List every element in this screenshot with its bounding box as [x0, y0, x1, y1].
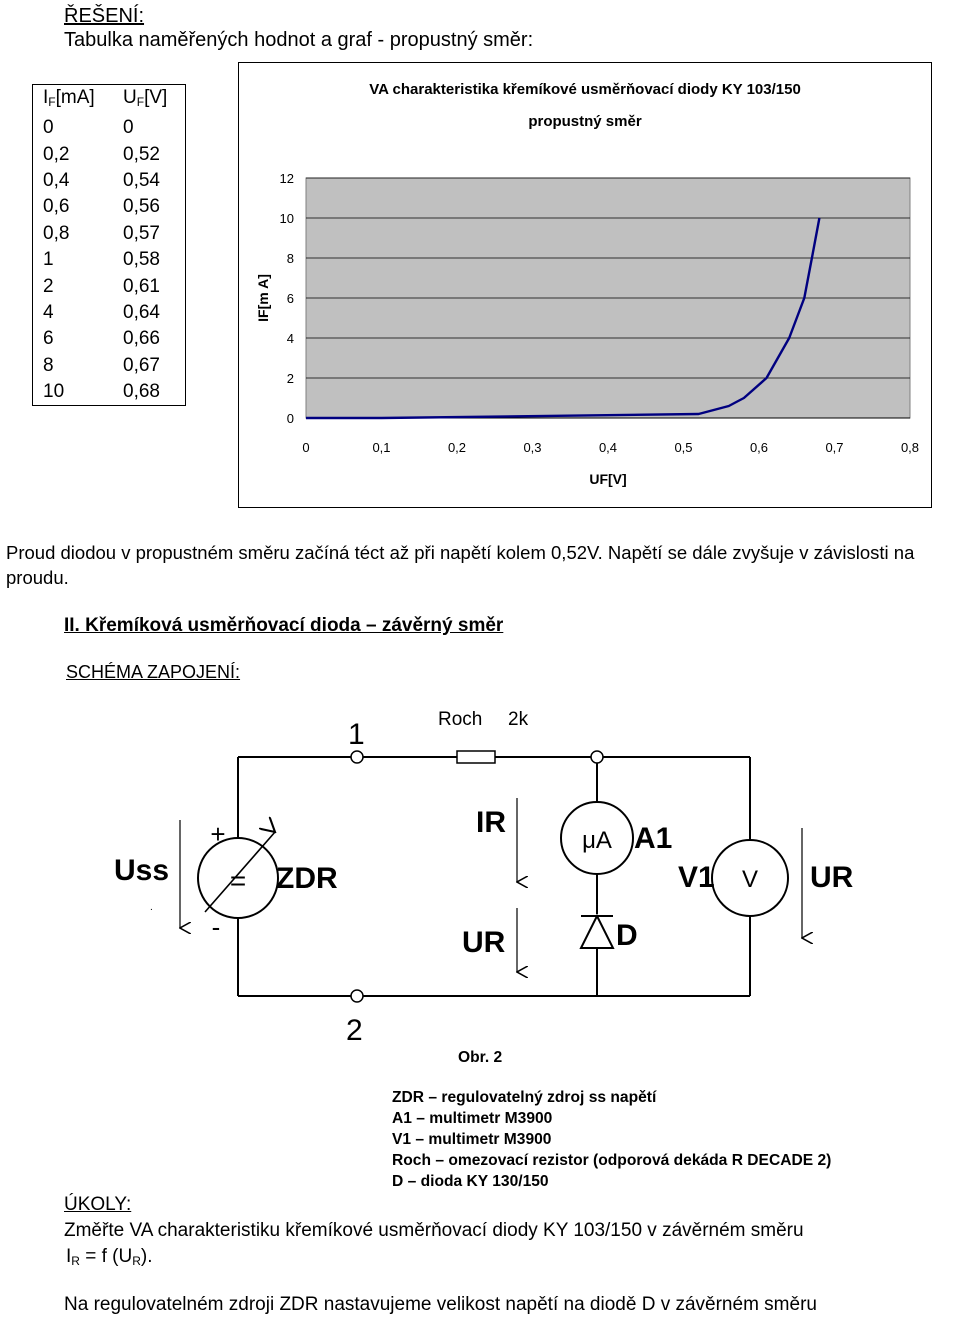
node-1: [351, 751, 363, 763]
cell-if: 0,2: [43, 143, 70, 165]
legend-item: V1 – multimetr M3900: [392, 1131, 552, 1148]
ur-right-label: UR: [810, 861, 854, 894]
y-tick-label: 10: [279, 211, 294, 226]
ammeter-label: μA: [582, 827, 612, 854]
section-title: II. Křemíková usměrňovací dioda – závěrný směr: [64, 615, 504, 636]
tasks-heading: ÚKOLY:: [64, 1194, 132, 1215]
cell-uf: 0,56: [123, 196, 160, 218]
a1-label: A1: [634, 822, 673, 855]
table-row: [33, 326, 186, 352]
cell-uf: 0,54: [123, 169, 160, 191]
table-row: [33, 221, 186, 247]
node-junction: [591, 751, 603, 763]
x-tick-label: 0,6: [749, 440, 769, 455]
cell-if: 2: [43, 275, 54, 297]
roch-value: 2k: [508, 709, 529, 730]
uss-label: Uss: [114, 854, 170, 887]
cell-uf: 0,52: [123, 143, 160, 165]
resistor-roch: [457, 751, 495, 763]
cell-if: 0,6: [43, 196, 70, 218]
table-heading: Tabulka naměřených hodnot a graf - propustný směr:: [64, 29, 534, 51]
cell-uf: 0,66: [123, 328, 160, 350]
zdr-label: ZDR: [276, 862, 338, 895]
cell-if: 1: [43, 249, 54, 271]
dot-mark: .: [150, 902, 153, 913]
va-chart: [238, 62, 932, 508]
table-row: [33, 379, 186, 406]
x-tick-label: 0,1: [372, 440, 391, 455]
chart-title: VA charakteristika křemíkové usměrňovací diody KY 103/150: [369, 81, 801, 98]
x-tick-label: 0,3: [523, 440, 542, 455]
task-formula: $I_R = f$ $(U_R)$.: [66, 1246, 153, 1268]
x-axis-label: UF[V]: [589, 471, 627, 487]
y-tick-label: 12: [279, 171, 294, 186]
cell-if: 8: [43, 354, 54, 376]
node-1-label: 1: [348, 718, 365, 751]
legend-list: [392, 1087, 831, 1192]
voltmeter-label: V: [741, 866, 759, 893]
cell-uf: 0,67: [123, 354, 160, 376]
cell-if: 0: [43, 117, 54, 139]
schema-label: SCHÉMA ZAPOJENÍ:: [66, 662, 241, 682]
legend-item: A1 – multimetr M3900: [392, 1110, 553, 1127]
table-row: [33, 353, 186, 379]
cell-if: 0,8: [43, 222, 70, 244]
header-if: $I_F[mA]$: [43, 87, 95, 109]
legend-item: D – dioda KY 130/150: [392, 1173, 549, 1190]
cell-if: 4: [43, 301, 54, 323]
cell-if: 10: [43, 381, 65, 403]
result-paragraph: Proud diodou v propustném směru začíná téct až při napětí kolem 0,52V. Napětí se dále zvyšuje v závislosti na proudu.: [6, 542, 915, 588]
diode-icon: [581, 916, 613, 948]
x-tick-label: 0,8: [900, 440, 920, 455]
table-row: [33, 141, 186, 167]
table-row: [33, 300, 186, 326]
y-tick-label: 8: [286, 251, 294, 266]
header-uf: $U_F[V]$: [123, 87, 168, 109]
cell-if: 0,4: [43, 169, 70, 191]
y-tick-label: 2: [286, 371, 294, 386]
x-tick-label: 0,4: [598, 440, 618, 455]
cell-if: 6: [43, 328, 54, 350]
cell-uf: 0,58: [123, 249, 160, 271]
x-tick-label: 0,5: [674, 440, 693, 455]
table-row: [33, 247, 186, 273]
chart-subtitle: propustný směr: [528, 113, 642, 130]
y-tick-label: 6: [286, 291, 294, 306]
node-2: [351, 990, 363, 1002]
cell-uf: 0,68: [123, 381, 160, 403]
solution-heading: ŘEŠENÍ:: [64, 5, 145, 27]
legend-item: ZDR – regulovatelný zdroj ss napětí: [392, 1089, 657, 1106]
cell-uf: 0,61: [123, 275, 160, 297]
table-row: [33, 273, 186, 299]
diode-label: D: [616, 919, 638, 952]
source-minus: -: [211, 912, 221, 942]
node-2-label: 2: [346, 1014, 363, 1047]
ur-mid-label: UR: [462, 926, 506, 959]
x-tick-label: 0,2: [447, 440, 467, 455]
ir-label: IR: [476, 806, 506, 839]
source-eq: =: [229, 865, 247, 896]
y-tick-label: 0: [286, 411, 294, 426]
circuit-diagram: [100, 700, 900, 1070]
task-line-3: Na regulovatelném zdroji ZDR nastavujeme velikost napětí na diodě D v závěrném směru: [64, 1294, 817, 1315]
figure-label: Obr. 2: [458, 1049, 503, 1066]
x-tick-label: 0,7: [825, 440, 844, 455]
y-axis-label: IF[m A]: [255, 274, 271, 322]
legend-item: Roch – omezovací rezistor (odporová dekáda R DECADE 2): [392, 1152, 832, 1169]
table-row: [33, 115, 186, 141]
cell-uf: 0,64: [123, 301, 160, 323]
y-tick-label: 4: [286, 331, 294, 346]
source-plus: +: [210, 819, 226, 849]
task-line-1: Změřte VA charakteristiku křemíkové usměrňovací diody KY 103/150 v závěrném směru: [64, 1220, 804, 1241]
measurement-table: [32, 84, 186, 406]
x-tick-label: 0: [302, 440, 310, 455]
table-row: [33, 168, 186, 194]
cell-uf: 0: [123, 117, 134, 139]
cell-uf: 0,57: [123, 222, 160, 244]
v1-label: V1: [678, 861, 715, 894]
table-header-row: [33, 85, 186, 116]
roch-label: Roch: [438, 709, 483, 730]
table-row: [33, 194, 186, 220]
